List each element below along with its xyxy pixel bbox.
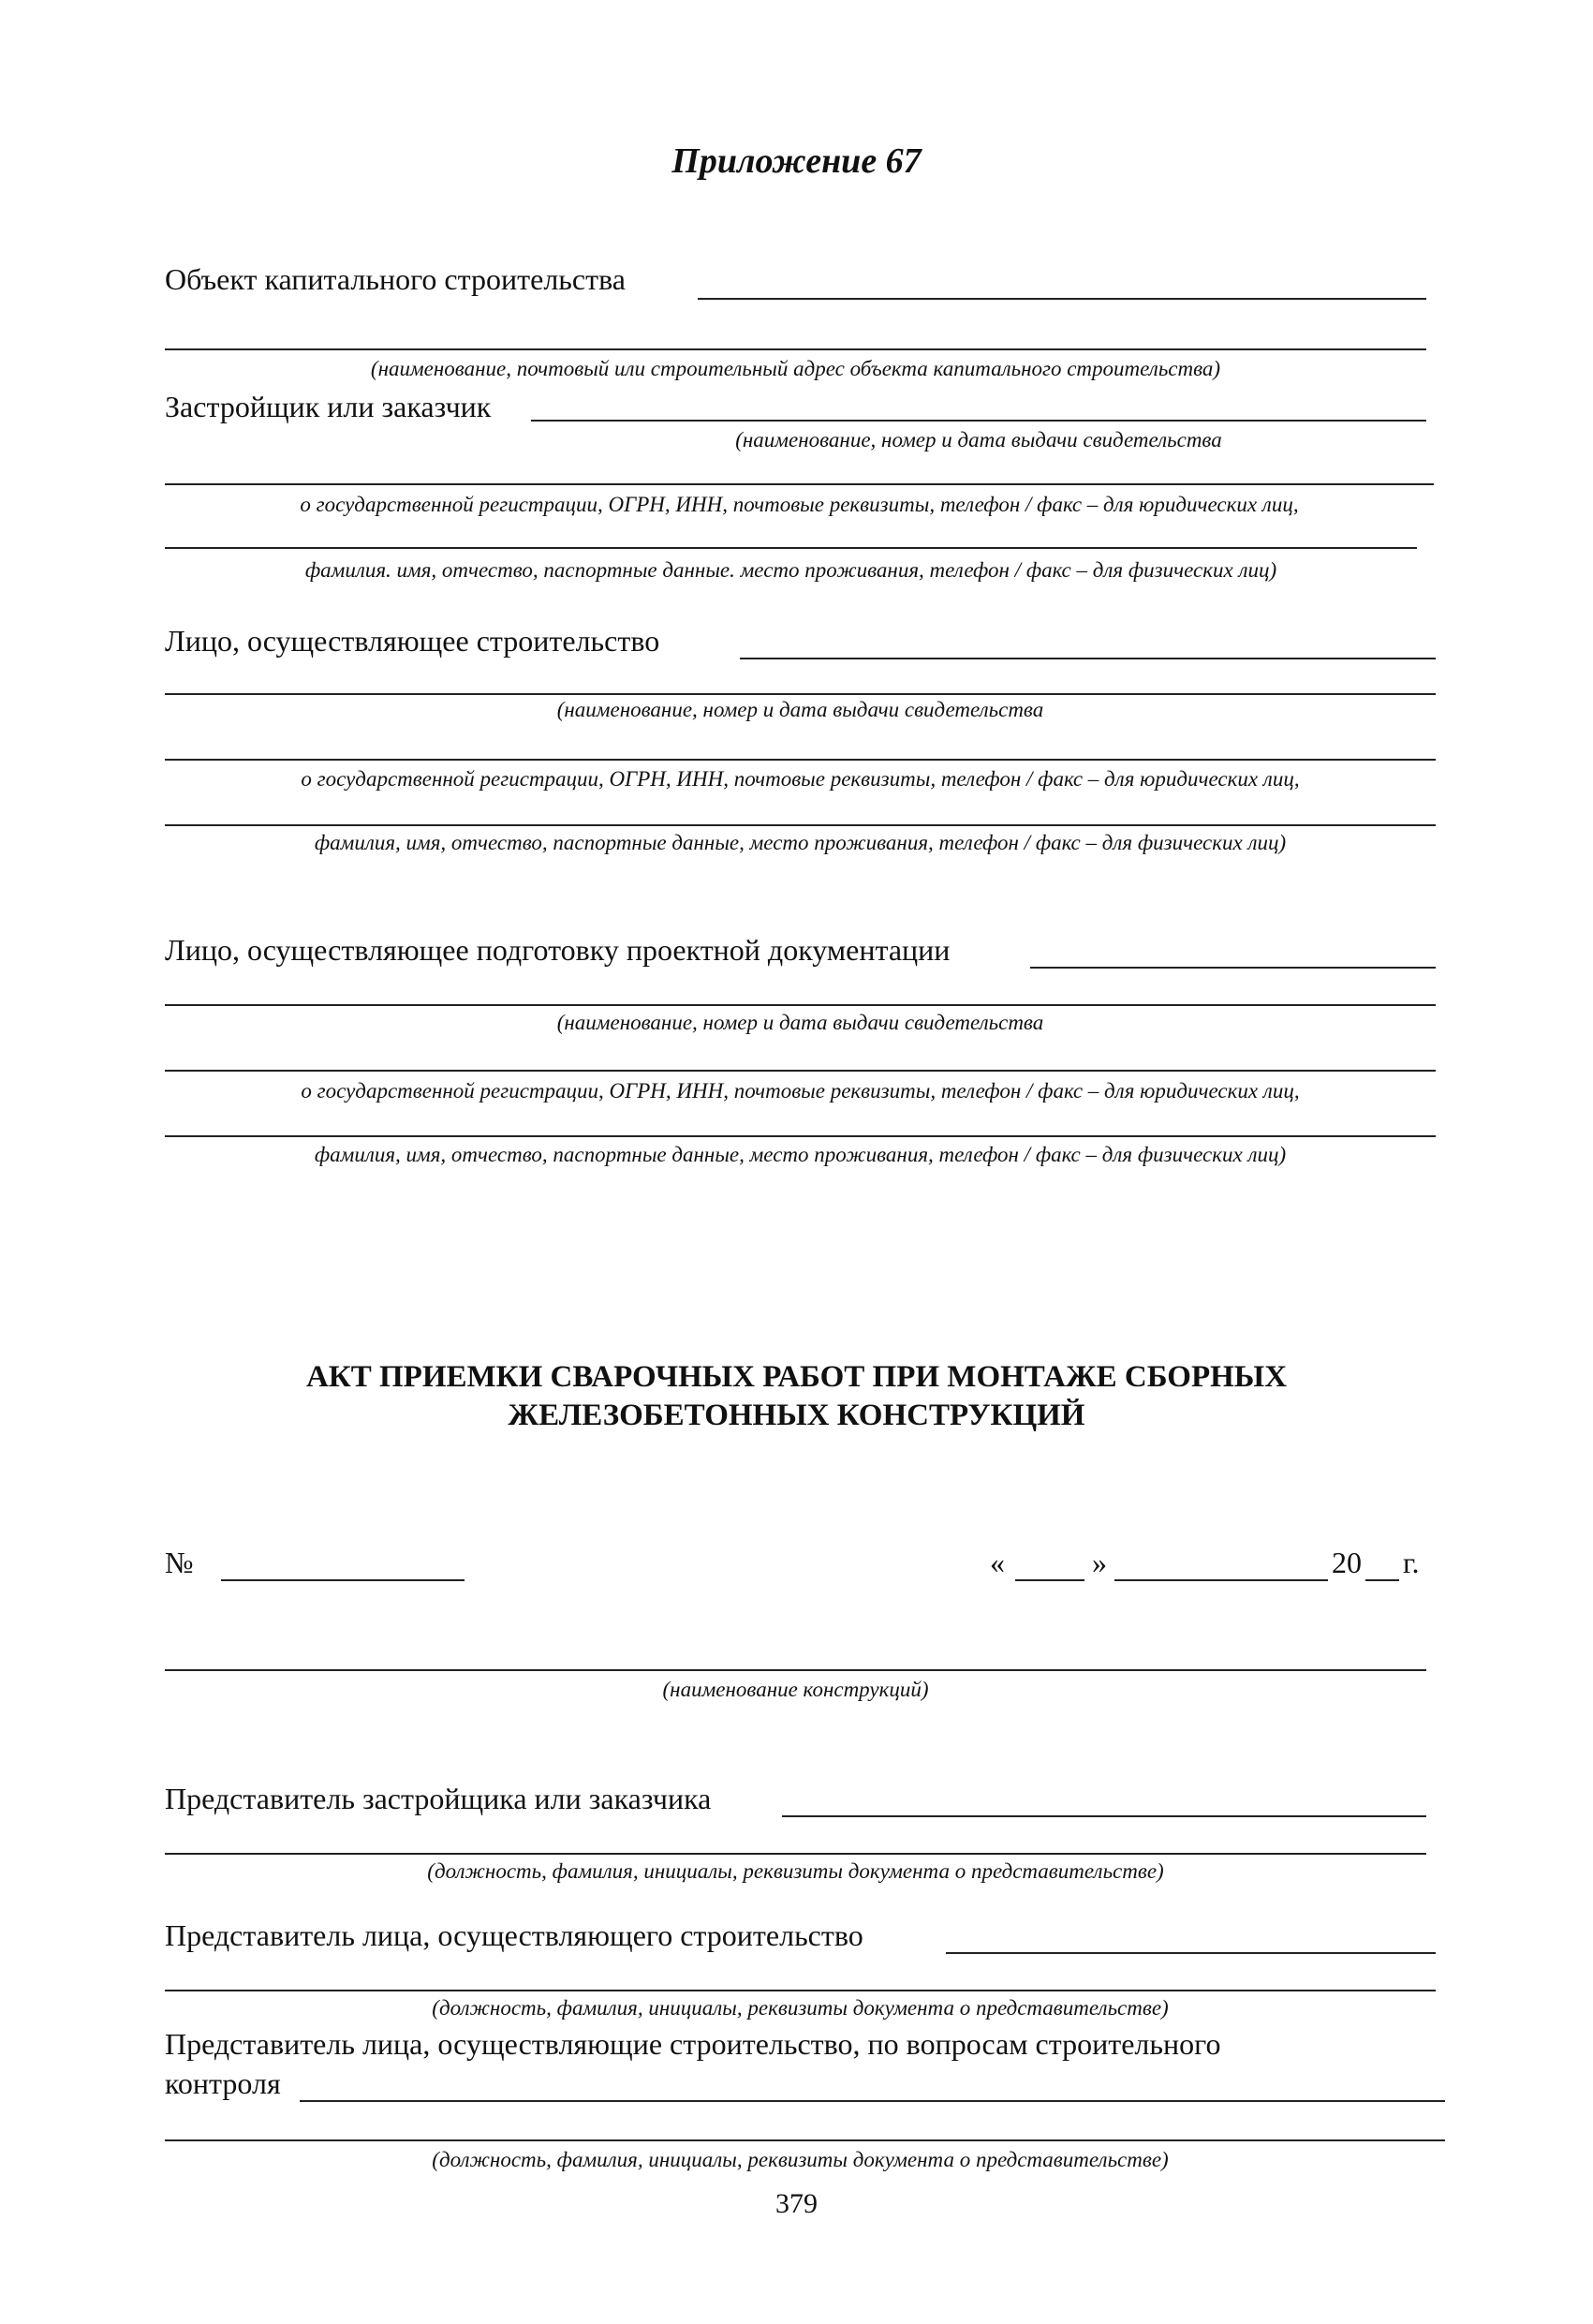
act-heading-line-1: АКТ ПРИЕМКИ СВАРОЧНЫХ РАБОТ ПРИ МОНТАЖЕ СБОРНЫХ — [305, 1360, 1288, 1394]
year-suffix: г. — [1403, 1546, 1420, 1579]
designer-label: Лицо, осуществляющее подготовку проектной документации — [165, 933, 951, 967]
rep-builder-field-2[interactable] — [165, 1990, 1436, 1991]
date-day-field[interactable] — [1015, 1579, 1084, 1581]
rep-developer-field-2[interactable] — [165, 1853, 1426, 1855]
constructions-caption: (наименование конструкций) — [662, 1678, 929, 1701]
date-quote-close: » — [1092, 1546, 1107, 1579]
builder-field-line-4[interactable] — [165, 824, 1436, 826]
rep-builder-caption: (должность, фамилия, инициалы, реквизиты документа о представительстве) — [432, 1996, 1169, 2020]
rep-control-label-2: контроля — [165, 2066, 281, 2100]
act-number-field[interactable] — [221, 1579, 465, 1581]
act-heading — [0, 1358, 1593, 1436]
rep-control-label-1: Представитель лица, осуществляющие строительство, по вопросам строительного — [165, 2027, 1221, 2061]
builder-field-line-2[interactable] — [165, 693, 1436, 695]
developer-caption-1: (наименование, номер и дата выдачи свидетельства — [735, 428, 1222, 451]
designer-field-line-2[interactable] — [165, 1004, 1436, 1006]
rep-developer-caption: (должность, фамилия, инициалы, реквизиты документа о представительстве) — [427, 1859, 1164, 1883]
rep-control-caption: (должность, фамилия, инициалы, реквизиты документа о представительстве) — [432, 2148, 1169, 2171]
page-title: Приложение 67 — [671, 141, 922, 181]
developer-caption-3: фамилия. имя, отчество, паспортные данные. место проживания, телефон / факс – для физических лиц) — [304, 558, 1277, 582]
builder-field-line[interactable] — [740, 658, 1436, 659]
builder-label: Лицо, осуществляющее строительство — [165, 624, 660, 658]
date-quote-open: « — [990, 1546, 1005, 1579]
developer-field-line-2[interactable] — [165, 483, 1434, 485]
number-sign: № — [165, 1546, 194, 1579]
rep-control-field-2[interactable] — [165, 2139, 1445, 2141]
builder-caption-3: фамилия, имя, отчество, паспортные данные, место проживания, телефон / факс – для физических лиц) — [314, 831, 1287, 854]
designer-field-line-3[interactable] — [165, 1070, 1436, 1072]
developer-label: Застройщик или заказчик — [165, 390, 492, 423]
constructions-field[interactable] — [165, 1669, 1426, 1671]
date-month-field[interactable] — [1114, 1579, 1328, 1581]
developer-caption-2: о государственной регистрации, ОГРН, ИНН, почтовые реквизиты, телефон / факс – для юридических лиц, — [300, 493, 1299, 516]
builder-field-line-3[interactable] — [165, 759, 1436, 761]
designer-caption-2: о государственной регистрации, ОГРН, ИНН, почтовые реквизиты, телефон / факс – для юридических лиц, — [301, 1079, 1300, 1103]
designer-field-line-4[interactable] — [165, 1135, 1436, 1137]
builder-caption-2: о государственной регистрации, ОГРН, ИНН, почтовые реквизиты, телефон / факс – для юридических лиц, — [301, 767, 1300, 791]
date-year-field[interactable] — [1365, 1579, 1399, 1581]
developer-field-line-3[interactable] — [165, 547, 1417, 549]
rep-builder-label: Представитель лица, осуществляющего строительство — [165, 1918, 863, 1952]
act-heading-line-2: ЖЕЛЕЗОБЕТОННЫХ КОНСТРУКЦИЙ — [508, 1399, 1085, 1433]
object-field-line-2[interactable] — [165, 348, 1426, 350]
page-number: 379 — [775, 2188, 818, 2219]
object-caption: (наименование, почтовый или строительный адрес объекта капитального строительства) — [370, 357, 1221, 380]
developer-field-line[interactable] — [531, 420, 1426, 422]
rep-developer-label: Представитель застройщика или заказчика — [165, 1782, 712, 1815]
object-field-line[interactable] — [698, 298, 1426, 300]
object-label: Объект капитального строительства — [165, 262, 626, 296]
rep-control-field[interactable] — [300, 2100, 1445, 2102]
designer-caption-1: (наименование, номер и дата выдачи свидетельства — [556, 1011, 1044, 1034]
year-prefix: 20 — [1332, 1546, 1362, 1579]
designer-caption-3: фамилия, имя, отчество, паспортные данные, место проживания, телефон / факс – для физических лиц) — [314, 1143, 1287, 1166]
rep-developer-field[interactable] — [782, 1815, 1426, 1817]
designer-field-line[interactable] — [1030, 967, 1436, 969]
rep-builder-field[interactable] — [946, 1952, 1436, 1954]
builder-caption-1: (наименование, номер и дата выдачи свидетельства — [556, 698, 1044, 721]
